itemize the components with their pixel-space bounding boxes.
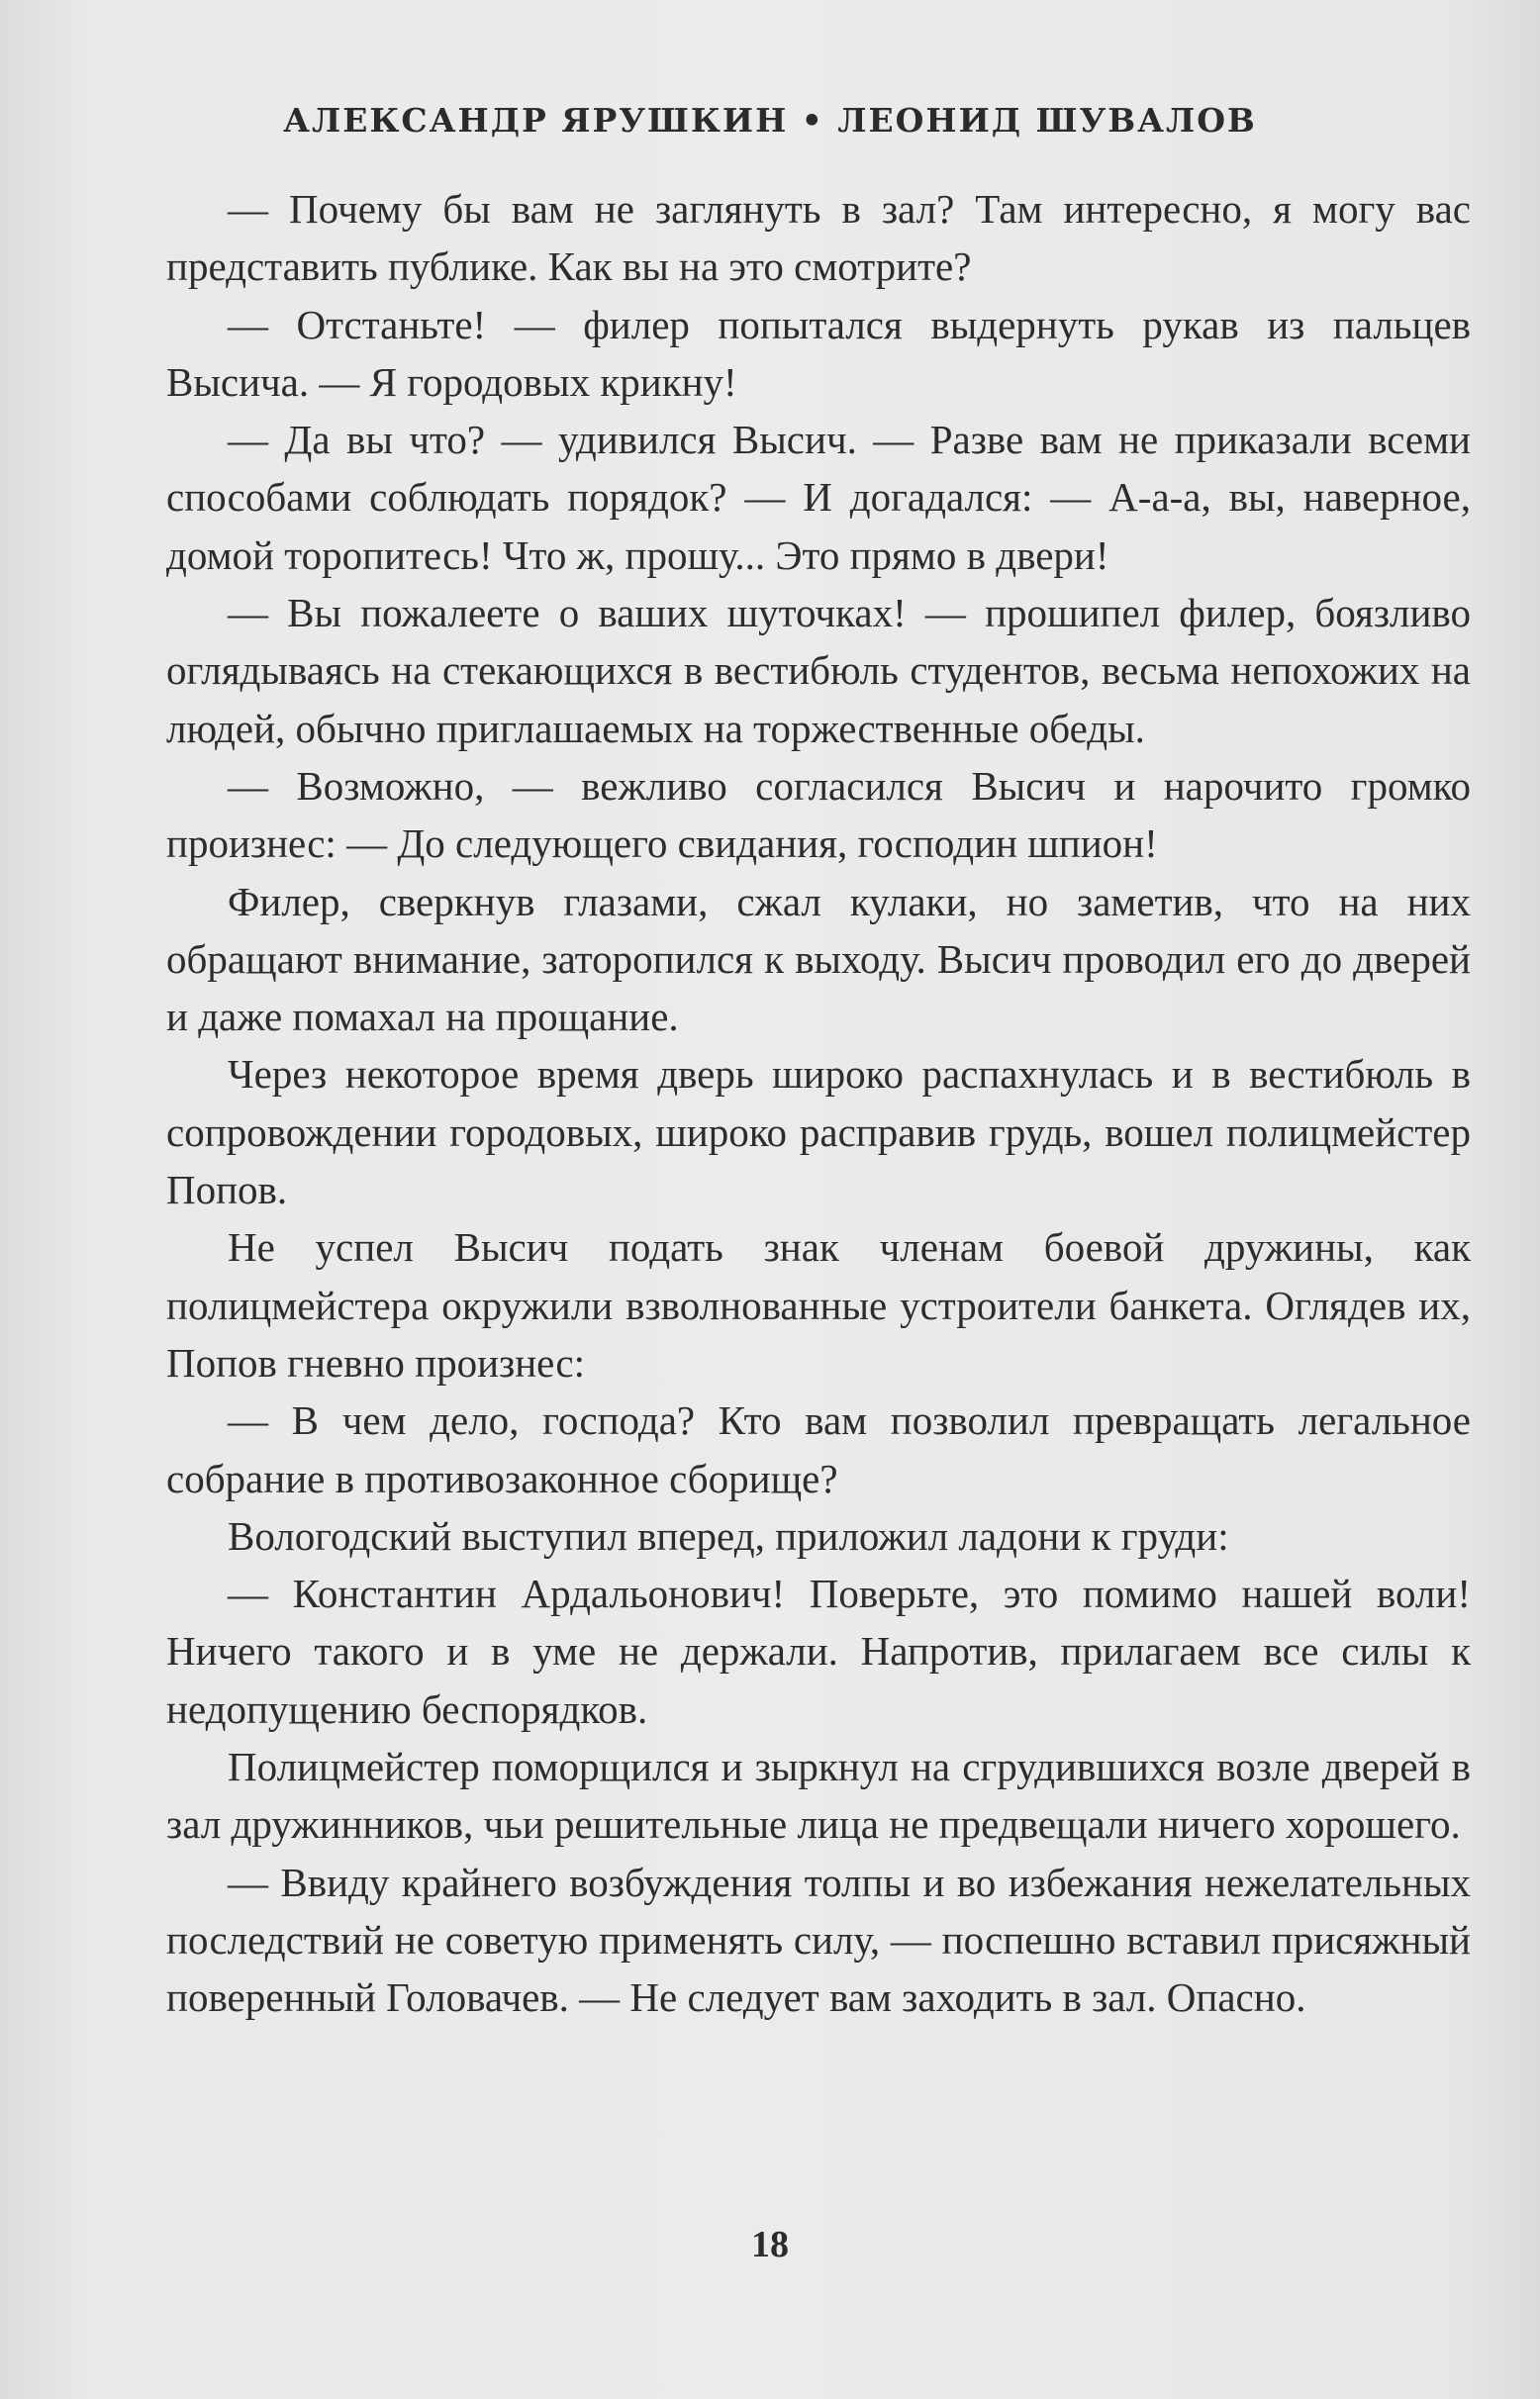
paragraph: — В чем дело, господа? Кто вам позволил превращать легальное собрание в противозаконное сборище? — [166, 1397, 1471, 1501]
paragraph: — Ввиду крайнего возбуждения толпы и во избежания нежелательных последствий не советую применять силу, — поспешно вставил присяжный поверенный Головачев. — Не следует вам заходить в зал. Опасно. — [166, 1859, 1471, 2021]
paragraph: — Почему бы вам не заглянуть в зал? Там интересно, я могу вас представить публике. Как вы на это смотрите? — [166, 186, 1471, 290]
paragraph: Полицмейстер поморщился и зыркнул на сгрудившихся возле дверей в зал дружинников, чьи решительные лица не предвещали ничего хорошего. — [166, 1744, 1471, 1848]
paragraph: Через некоторое время дверь широко распахнулась и в вестибюль в сопровождении городовых, широко расправив грудь, вошел полицмейстер Попов. — [166, 1051, 1471, 1213]
paragraph: Филер, сверкнув глазами, сжал кулаки, но заметив, что на них обращают внимание, заторопился к выходу. Высич проводил его до дверей и даже помахал на прощание. — [166, 878, 1471, 1040]
body-text — [166, 180, 1471, 2027]
paragraph: Вологодский выступил вперед, приложил ладони к груди: — [228, 1512, 1229, 1559]
paragraph: — Да вы что? — удивился Высич. — Разве вам не приказали всеми способами соблюдать порядок? — И догадался: — А-а-а, вы, наверное, домой торопитесь! Что ж, прошу... Это прямо в двери! — [166, 417, 1471, 578]
paragraph: Не успел Высич подать знак членам боевой дружины, как полицмейстера окружили взволнованные устроители банкета. Оглядев их, Попов гневно произнес: — [166, 1224, 1471, 1386]
paragraph: — Отстаньте! — филер попытался выдернуть рукав из пальцев Высича. — Я городовых крикну! — [166, 301, 1471, 405]
paragraph: — Вы пожалеете о ваших шуточках! — прошипел филер, боязливо оглядываясь на стекающихся в вестибюль студентов, весьма непохожих на людей, обычно приглашаемых на торжественные обеды. — [166, 590, 1471, 751]
paragraph: — Возможно, — вежливо согласился Высич и нарочито громко произнес: — До следующего свидания, господин шпион! — [166, 762, 1471, 867]
paragraph: — Константин Ардальонович! Поверьте, это помимо нашей воли! Ничего такого и в уме не держали. Напротив, прилагаем все силы к недопущению беспорядков. — [166, 1571, 1471, 1732]
running-head: АЛЕКСАНДР ЯРУШКИН • ЛЕОНИД ШУВАЛОВ — [283, 101, 1257, 140]
page-number: 18 — [751, 2224, 789, 2265]
